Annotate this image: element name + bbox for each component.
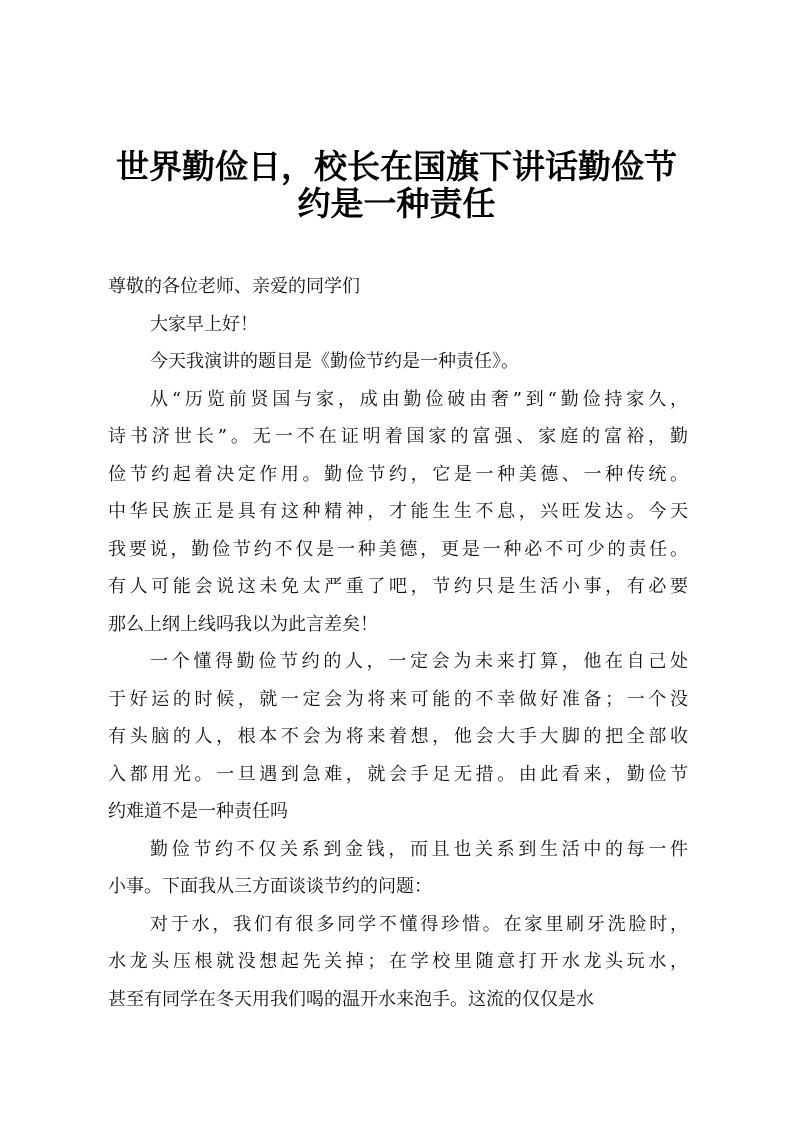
text-line: 小事。下面我从三方面谈谈节约的问题： bbox=[108, 876, 432, 897]
text-line: 甚至有同学在冬天用我们喝的温开水来泡手。这流的仅仅是水 bbox=[108, 988, 594, 1010]
text-line: 我要说，勤俭节约不仅是一种美德，更是一种必不可少的责任。 bbox=[108, 538, 688, 560]
text-line: 尊敬的各位老师、亲爱的同学们 bbox=[108, 276, 360, 297]
paragraph bbox=[108, 831, 688, 906]
text-line: 大家早上好！ bbox=[150, 313, 258, 335]
salutation bbox=[108, 268, 688, 306]
document-title bbox=[100, 148, 693, 222]
text-line: 今天我演讲的题目是《勤俭节约是一种责任》。 bbox=[150, 351, 519, 372]
text-line: 水龙头压根就没想起先关掉；在学校里随意打开水龙头玩水， bbox=[108, 951, 688, 972]
paragraph bbox=[108, 906, 688, 1019]
text-line: 从“历览前贤国与家，成由勤俭破由奢”到“勤俭持家久， bbox=[150, 388, 688, 410]
paragraph bbox=[108, 381, 688, 644]
text-line: 对于水，我们有很多同学不懂得珍惜。在家里刷牙洗脸时， bbox=[150, 913, 688, 935]
title-line: 约是一种责任 bbox=[297, 184, 496, 223]
document-body bbox=[108, 268, 688, 1018]
text-line: 那么上纲上线吗我以为此言差矣！ bbox=[108, 613, 378, 635]
text-line: 一个懂得勤俭节约的人，一定会为未来打算，他在自己处 bbox=[150, 651, 688, 672]
text-line: 有头脑的人，根本不会为将来着想，他会大手大脚的把全部收 bbox=[108, 726, 688, 747]
text-line: 诗书济世长”。无一不在证明着国家的富强、家庭的富裕，勤 bbox=[108, 426, 688, 447]
title-line: 世界勤俭日，校长在国旗下讲话勤俭节 bbox=[116, 147, 677, 186]
paragraph bbox=[108, 343, 688, 381]
text-line: 于好运的时候，就一定会为将来可能的不幸做好准备；一个没 bbox=[108, 688, 688, 710]
text-line: 有人可能会说这未免太严重了吧，节约只是生活小事，有必要 bbox=[108, 576, 688, 597]
text-line: 中华民族正是具有这种精神，才能生生不息，兴旺发达。今天 bbox=[108, 501, 688, 522]
text-line: 俭节约起着决定作用。勤俭节约，它是一种美德、一种传统。 bbox=[108, 463, 688, 485]
paragraph bbox=[108, 643, 688, 831]
text-line: 约难道不是一种责任吗 bbox=[108, 801, 288, 822]
paragraph bbox=[108, 306, 688, 344]
text-line: 入都用光。一旦遇到急难，就会手足无措。由此看来，勤俭节 bbox=[108, 763, 688, 785]
text-line: 勤俭节约不仅关系到金钱，而且也关系到生活中的每一件 bbox=[150, 838, 688, 860]
